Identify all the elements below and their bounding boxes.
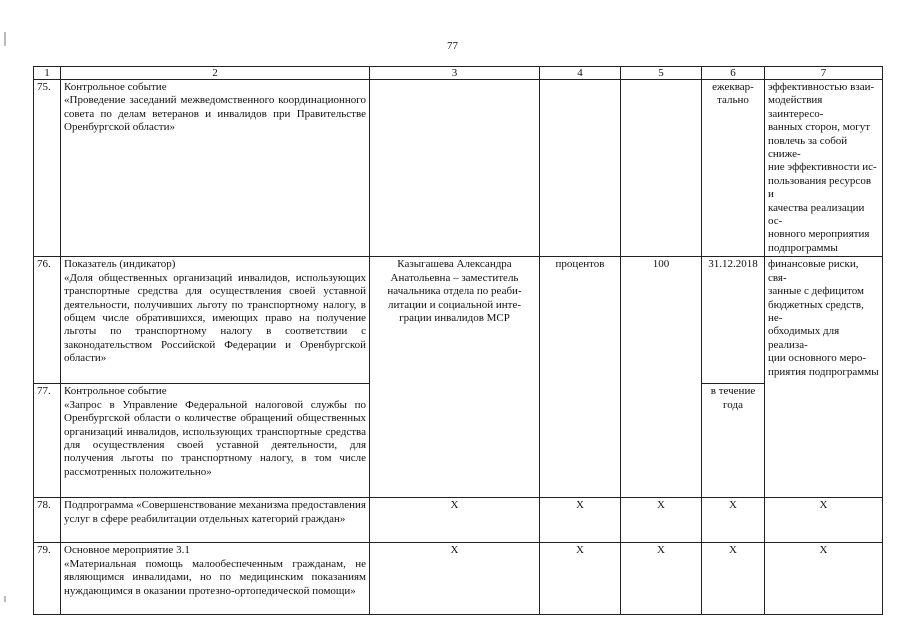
table-row [34,80,883,257]
value-cell: 100 [621,257,702,498]
row-number: 75. [34,80,61,257]
na-mark: Х [702,498,765,543]
row-description [61,80,370,257]
unit-cell [540,80,621,257]
row-title: Основное мероприятие 3.1 [64,544,190,557]
scan-edge-mark [4,596,6,602]
na-mark: Х [370,543,540,615]
na-mark: Х [765,498,883,543]
table-header-row [34,67,883,80]
na-mark: Х [765,543,883,615]
table-row [34,257,883,384]
deadline-cell: в течение года [702,384,765,498]
responsible-cell [370,80,540,257]
row-description [61,384,370,498]
row-text: «Материальная помощь малообеспеченным гражданам, не являющимся инвалидами, но по медицинским показаниям нуждающимся в оказании протезно-ортопедической помощи» [64,557,366,597]
row-text: «Доля общественных организаций инвалидов, использующих транспортные средства для осуществления своей уставной деятельности, получивших льготу по транспортному налогу, в общем числе обратившихся, имеющих право на получение льготы по транспортному налогу в соответствии с законодательством Российской Федерации и Оренбургской области» [64,271,366,365]
row-description: Подпрограмма «Совершенствование механизма предоставления услуг в сфере реабилитации отдельных категорий граждан» [61,498,370,543]
row-title: Контрольное событие [64,81,167,93]
column-number: 3 [370,67,540,80]
row-title: Контрольное событие [64,385,167,398]
na-mark: Х [702,543,765,615]
column-number: 6 [702,67,765,80]
column-number: 7 [765,67,883,80]
page-number: 77 [447,40,458,52]
row-number: 76. [34,257,61,384]
table-row [34,498,883,543]
row-number: 79. [34,543,61,615]
row-description [61,257,370,384]
column-number: 5 [621,67,702,80]
row-text: «Проведение заседаний межведомственного координационного совета по делам ветеранов и инвалидов при Правительстве Оренбургской области» [64,94,366,134]
row-title: Показатель (индикатор) [64,258,176,271]
value-cell [621,80,702,257]
row-text: «Запрос в Управление Федеральной налоговой службы по Оренбургской области о количестве обращений общественных организаций инвалидов, использующих транспортные средства для осуществления своей уставной деятельности, для получения льготы по транспортному налогу, в том числе рассмотренных положительно» [64,398,366,478]
table-row [34,543,883,615]
risk-cell: финансовые риски, свя- занные с дефицитом бюджетных средств, не- обходимых для реализа- ции основного меро- приятия подпрограммы [765,257,883,498]
deadline-cell: ежеквар- тально [702,80,765,257]
unit-cell: процентов [540,257,621,498]
na-mark: Х [540,498,621,543]
program-table [33,66,883,615]
column-number: 4 [540,67,621,80]
na-mark: Х [370,498,540,543]
responsible-cell: Казыгашева Александра Анатольевна – заместитель начальника отдела по реаби- литации и социальной инте- грации инвалидов МСР [370,257,540,498]
row-number: 78. [34,498,61,543]
column-number: 2 [61,67,370,80]
risk-cell: эффективностью взаи- модействия заинтересо- ванных сторон, могут повлечь за собой сниже- ние эффективности ис- пользования ресурсов и качества реализации ос- новного мероприятия подпрограммы [765,80,883,257]
na-mark: Х [621,498,702,543]
na-mark: Х [621,543,702,615]
na-mark: Х [540,543,621,615]
column-number: 1 [34,67,61,80]
row-description [61,543,370,615]
row-number: 77. [34,384,61,498]
deadline-cell: 31.12.2018 [702,257,765,384]
